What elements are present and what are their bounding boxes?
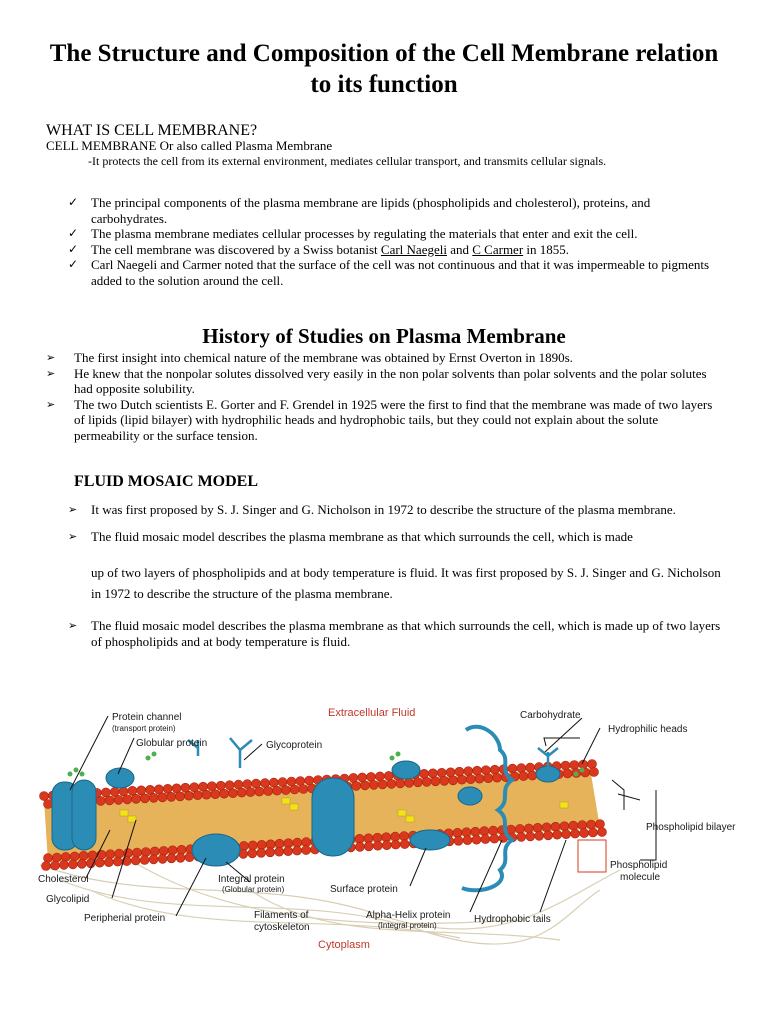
- phospholipid-head: [167, 854, 176, 863]
- phospholipid-head: [284, 847, 293, 856]
- fluid-mosaic-text-continued: up of two layers of phospholipids and at body temperature is fluid. It was first proposed by S. J. Singer and G. Nicholson in 1972 to describe the structure of the plasma membrane.: [91, 565, 721, 601]
- phospholipid-head: [140, 794, 149, 803]
- label-phospholipid-molecule-line1: Phospholipid: [610, 860, 668, 871]
- check-icon: ✓: [68, 226, 79, 240]
- history-item: [46, 366, 726, 397]
- phospholipid-head: [561, 761, 570, 770]
- phospholipid-head: [59, 860, 68, 869]
- history-text: The first insight into chemical nature of the membrane was obtained by Ernst Overton in 1890s.: [74, 350, 573, 365]
- phospholipid-head: [489, 826, 498, 835]
- phospholipid-head: [446, 768, 455, 777]
- phospholipid-head: [302, 838, 311, 847]
- phospholipid-head: [128, 786, 137, 795]
- checklist: [68, 195, 728, 288]
- phospholipid-head: [587, 820, 596, 829]
- phospholipid-head: [211, 790, 220, 799]
- phospholipid-head: [287, 777, 296, 786]
- phospholipid-head: [248, 841, 257, 850]
- phospholipid-head: [132, 794, 141, 803]
- phospholipid-head: [471, 827, 480, 836]
- phospholipid-head: [473, 766, 482, 775]
- label-hydrophobic-tails: Hydrophobic tails: [474, 914, 551, 925]
- phospholipid-head: [570, 761, 579, 770]
- phospholipid-head: [378, 780, 387, 789]
- label-phospholipid-molecule-line2: molecule: [620, 872, 661, 883]
- phospholipid-head: [225, 781, 234, 790]
- phospholipid-head: [97, 850, 106, 859]
- phospholipid-head: [104, 858, 113, 867]
- phospholipid-head: [299, 785, 308, 794]
- phospholipid-head: [51, 861, 60, 870]
- phospholipid-head: [553, 830, 562, 839]
- phospholipid-head: [275, 839, 284, 848]
- phospholipid-head: [150, 847, 159, 856]
- checklist-text: The principal components of the plasma membrane are lipids (phospholipids and cholesterol), proteins, and carbohydrates.: [91, 195, 651, 226]
- phospholipid-head: [384, 771, 393, 780]
- check-icon: ✓: [68, 241, 79, 256]
- phospholipid-head: [70, 852, 79, 861]
- label-cholesterol: Cholesterol: [38, 874, 89, 885]
- phospholipid-head: [453, 828, 462, 837]
- cell-membrane-diagram: [0, 690, 768, 960]
- phospholipid-head: [181, 783, 190, 792]
- label-cytoplasm: Cytoplasm: [318, 939, 370, 951]
- label-phospholipid-bilayer: Phospholipid bilayer: [646, 822, 736, 833]
- phospholipid-head: [133, 848, 142, 857]
- check-icon: ✓: [68, 257, 79, 271]
- protein-channel-right: [72, 780, 96, 850]
- phospholipid-head: [172, 784, 181, 793]
- carl-naegeli-link[interactable]: Carl Naegeli: [380, 241, 447, 257]
- label-filaments-line1: Filaments of: [254, 910, 309, 921]
- globular-protein-right: [536, 766, 560, 782]
- phospholipid-head: [269, 778, 278, 787]
- phospholipid-head: [355, 834, 364, 843]
- phospholipid-head: [463, 836, 472, 845]
- phospholipid-head: [524, 824, 533, 833]
- phospholipid-head: [375, 772, 384, 781]
- phospholipid-head: [86, 859, 95, 868]
- fluid-mosaic-text: It was first proposed by S. J. Singer and G. Nicholson in 1972 to describe the structure of the plasma membrane.: [91, 502, 676, 517]
- phospholipid-head: [391, 832, 400, 841]
- label-integral-globular: (Globular protein): [222, 885, 285, 894]
- phospholipid-head: [159, 846, 168, 855]
- phospholipid-head: [281, 786, 290, 795]
- phospholipid-head: [158, 793, 167, 802]
- phospholipid-head: [105, 796, 114, 805]
- phospholipid-head: [349, 773, 358, 782]
- label-hydrophilic-heads: Hydrophilic heads: [608, 724, 688, 735]
- globular-protein-mid: [458, 787, 482, 805]
- phospholipid-head: [115, 849, 124, 858]
- phospholipid-head: [517, 832, 526, 841]
- phospholipid-head: [302, 846, 311, 855]
- phospholipid-head: [355, 842, 364, 851]
- phospholipid-head: [449, 776, 458, 785]
- phospholipid-head: [590, 768, 599, 777]
- phospholipid-head: [400, 832, 409, 841]
- phospholipid-head: [44, 854, 53, 863]
- phospholipid-head: [562, 830, 571, 839]
- phospholipid-head: [598, 828, 607, 837]
- phospholipid-head: [519, 772, 528, 781]
- phospholipid-head: [140, 856, 149, 865]
- phospholipid-head: [266, 840, 275, 849]
- phospholipid-head: [284, 839, 293, 848]
- phospholipid-head: [515, 824, 524, 833]
- phospholipid-head: [40, 792, 49, 801]
- checklist-text: Carl Naegeli and Carmer noted that the surface of the cell was not continuous and that it was impermeable to pigments added to the solution around the cell.: [91, 257, 710, 288]
- phospholipid-head: [154, 785, 163, 794]
- phospholipid-head: [293, 838, 302, 847]
- phospholipid-head: [176, 792, 185, 801]
- phospholipid-head: [464, 767, 473, 776]
- phospholipid-head: [168, 846, 177, 855]
- phospholipid-head: [141, 848, 150, 857]
- phospholipid-head: [184, 791, 193, 800]
- history-item: [46, 350, 726, 366]
- phospholipid-head: [264, 787, 273, 796]
- history-text: The two Dutch scientists E. Gorter and F. Grendel in 1925 were the first to find that the membrane was made of two layers of lipids (lipid bilayer) with hydrophilic heads and hydrophobic tails, but they could not explain about the solute permeability or the surface tension.: [74, 396, 713, 443]
- phospholipid-head: [220, 789, 229, 798]
- phospholipid-head: [462, 828, 471, 837]
- phospholipid-head: [589, 828, 598, 837]
- phospholipid-head: [457, 775, 466, 784]
- phospholipid-head: [137, 786, 146, 795]
- checklist-item: [68, 257, 728, 288]
- phospholipid-head: [490, 834, 499, 843]
- label-carbohydrate: Carbohydrate: [520, 710, 581, 721]
- phospholipid-head: [79, 851, 88, 860]
- checklist-text: The plasma membrane mediates cellular processes by regulating the materials that enter and exit the cell.: [91, 226, 638, 241]
- phospholipid-head: [420, 769, 429, 778]
- phospholipid-head: [114, 795, 123, 804]
- phospholipid-head: [413, 778, 422, 787]
- label-extracellular-fluid: Extracellular Fluid: [328, 707, 416, 719]
- label-glycolipid: Glycolipid: [46, 894, 90, 905]
- phospholipid-head: [146, 785, 155, 794]
- phospholipid-head: [493, 773, 502, 782]
- phospholipid-head: [216, 781, 225, 790]
- phospholipid-head: [149, 793, 158, 802]
- phospholipid-head: [475, 774, 484, 783]
- phospholipid-head: [373, 841, 382, 850]
- history-heading: History of Studies on Plasma Membrane: [202, 324, 566, 348]
- arrow-bullet-icon: ➢: [46, 351, 56, 364]
- phospholipid-head: [61, 852, 70, 861]
- phospholipid-head: [163, 784, 172, 793]
- phospholipid-head: [248, 849, 257, 858]
- phospholipid-head: [293, 846, 302, 855]
- history-list: [46, 350, 726, 443]
- phospholipid-head: [544, 831, 553, 840]
- globular-protein-top: [392, 761, 420, 779]
- phospholipid-head: [278, 778, 287, 787]
- label-glycoprotein: Glycoprotein: [266, 740, 323, 751]
- label-alpha-helix: Alpha-Helix protein: [366, 910, 451, 921]
- phospholipid-head: [234, 780, 243, 789]
- phospholipid-head: [266, 848, 275, 857]
- fluid-mosaic-text: The fluid mosaic model describes the plasma membrane as that which surrounds the cell, which is made: [91, 528, 633, 544]
- phospholipid-head: [131, 856, 140, 865]
- phospholipid-head: [563, 769, 572, 778]
- phospholipid-head: [431, 777, 440, 786]
- fluid-mosaic-heading: FLUID MOSAIC MODEL: [74, 473, 259, 490]
- checklist-item: [68, 242, 728, 258]
- phospholipid-head: [44, 800, 53, 809]
- phospholipid-head: [358, 773, 367, 782]
- phospholipid-head: [193, 791, 202, 800]
- phospholipid-head: [176, 853, 185, 862]
- label-alpha-integral: (Integral protein): [378, 921, 437, 930]
- phospholipid-head: [455, 767, 464, 776]
- label-filaments-line2: cytoskeleton: [254, 922, 310, 933]
- phospholipid-head: [113, 857, 122, 866]
- phospholipid-head: [252, 779, 261, 788]
- arrow-bullet-icon: ➢: [46, 397, 56, 411]
- phospholipid-head: [542, 823, 551, 832]
- phospholipid-head: [508, 764, 517, 773]
- arrow-bullet-icon: ➢: [68, 503, 78, 516]
- phospholipid-head: [273, 786, 282, 795]
- phospholipid-head: [110, 787, 119, 796]
- phospholipid-head: [588, 760, 597, 769]
- phospholipid-head: [466, 775, 475, 784]
- phospholipid-head: [42, 862, 51, 871]
- phospholipid-head: [167, 792, 176, 801]
- phospholipid-head: [387, 779, 396, 788]
- phospholipid-head: [190, 783, 199, 792]
- fluid-mosaic-item: [68, 502, 733, 518]
- phospholipid-head: [533, 823, 542, 832]
- fluid-mosaic-item: [68, 618, 733, 649]
- phospholipid-head: [373, 833, 382, 842]
- phospholipid-head: [472, 835, 481, 844]
- phospholipid-head: [158, 854, 167, 863]
- phospholipid-head: [551, 822, 560, 831]
- phospholipid-head: [95, 858, 104, 867]
- phospholipid-head: [77, 859, 86, 868]
- phospholipid-head: [149, 855, 158, 864]
- phospholipid-head: [437, 768, 446, 777]
- phospholipid-head: [96, 796, 105, 805]
- c-carmer-link[interactable]: C Carmer: [472, 241, 524, 257]
- globular-protein: [106, 768, 134, 788]
- phospholipid-head: [480, 827, 489, 836]
- checklist-text-mid: and: [446, 241, 473, 257]
- phospholipid-head: [364, 842, 373, 851]
- phospholipid-head: [239, 841, 248, 850]
- checklist-item: [68, 195, 728, 226]
- phospholipid-head: [526, 832, 535, 841]
- label-protein-channel: Protein channel: [112, 712, 182, 723]
- phospholipid-head: [528, 771, 537, 780]
- phospholipid-head: [275, 847, 284, 856]
- phospholipid-head: [596, 820, 605, 829]
- history-item: [46, 397, 726, 444]
- phospholipid-head: [364, 834, 373, 843]
- phospholipid-head: [484, 774, 493, 783]
- phospholipid-head: [578, 821, 587, 830]
- phospholipid-head: [290, 785, 299, 794]
- phospholipid-head: [517, 764, 526, 773]
- phospholipid-head: [422, 777, 431, 786]
- fluid-mosaic-text: The fluid mosaic model describes the plasma membrane as that which surrounds the cell, which is made up of two layers of phospholipids and at body temperature is fluid.: [91, 618, 721, 649]
- phospholipid-head: [199, 782, 208, 791]
- phospholipid-head: [243, 780, 252, 789]
- arrow-bullet-icon: ➢: [68, 619, 78, 632]
- phospholipid-head: [481, 835, 490, 844]
- phospholipid-head: [352, 781, 361, 790]
- phospholipid-head: [202, 790, 211, 799]
- what-is-heading: WHAT IS CELL MEMBRANE?: [46, 122, 258, 139]
- cell-membrane-line: CELL MEMBRANE Or also called Plasma Membrane: [46, 138, 333, 153]
- label-transport-protein: (transport protein): [112, 724, 176, 733]
- label-globular-protein: Globular protein: [136, 738, 208, 749]
- phospholipid-head: [68, 860, 77, 869]
- arrow-bullet-icon: ➢: [68, 529, 78, 543]
- page-title: The Structure and Composition of the Cell Membrane relation to its function: [49, 40, 719, 98]
- phospholipid-head: [123, 795, 132, 804]
- phospholipid-head: [369, 780, 378, 789]
- integral-protein: [312, 778, 354, 856]
- phospholipid-head: [440, 776, 449, 785]
- phospholipid-head: [535, 831, 544, 840]
- surface-protein-right: [410, 830, 450, 850]
- phospholipid-head: [367, 772, 376, 781]
- phospholipid-head: [560, 822, 569, 831]
- phospholipid-head: [490, 765, 499, 774]
- phospholipid-head: [106, 850, 115, 859]
- phospholipid-head: [391, 840, 400, 849]
- phospholipid-head: [257, 848, 266, 857]
- phospholipid-head: [207, 782, 216, 791]
- history-text: He knew that the nonpolar solutes dissolved very easily in the non polar solvents than polar solvents and the polar solutes had opposite solubility.: [74, 365, 707, 396]
- phospholipid-head: [177, 845, 186, 854]
- fluid-mosaic-list: [68, 502, 733, 649]
- phospholipid-head: [382, 841, 391, 850]
- phospholipid-head: [305, 776, 314, 785]
- phospholipid-head: [261, 779, 270, 788]
- phospholipid-head: [405, 778, 414, 787]
- label-peripheral-protein: Peripherial protein: [84, 913, 166, 924]
- phospholipid-head: [454, 836, 463, 845]
- phospholipid-head: [52, 853, 61, 862]
- phospholipid-head: [571, 829, 580, 838]
- cell-membrane-description: -It protects the cell from its external environment, mediates cellular transport, and transmits cellular signals.: [88, 154, 607, 168]
- surface-protein-bottom: [192, 834, 240, 866]
- phospholipid-head: [569, 821, 578, 830]
- label-surface-protein: Surface protein: [330, 884, 398, 895]
- checklist-text-post: in 1855.: [523, 241, 570, 257]
- phospholipid-head: [257, 840, 266, 849]
- arrow-bullet-icon: ➢: [46, 366, 56, 380]
- phospholipid-head: [382, 833, 391, 842]
- phospholipid-head: [237, 788, 246, 797]
- phospholipid-head: [101, 788, 110, 797]
- phospholipid-head: [580, 829, 589, 838]
- cytoskeleton-filaments: [40, 860, 620, 944]
- phospholipid-head: [296, 777, 305, 786]
- phospholipid-head: [228, 789, 237, 798]
- phospholipid-head: [428, 769, 437, 778]
- phospholipid-head: [526, 763, 535, 772]
- phospholipid-head: [246, 788, 255, 797]
- label-integral-protein: Integral protein: [218, 874, 285, 885]
- phospholipid-head: [396, 779, 405, 788]
- phospholipid-head: [361, 781, 370, 790]
- checklist-item: [68, 226, 728, 242]
- fluid-mosaic-item: [68, 529, 733, 605]
- phospholipid-head: [400, 840, 409, 849]
- phospholipid-head: [255, 787, 264, 796]
- phospholipid-head: [481, 766, 490, 775]
- checklist-text-pre: The cell membrane was discovered by a Swiss botanist: [91, 241, 381, 257]
- phospholipid-highlight: [578, 840, 606, 872]
- check-icon: ✓: [68, 195, 79, 209]
